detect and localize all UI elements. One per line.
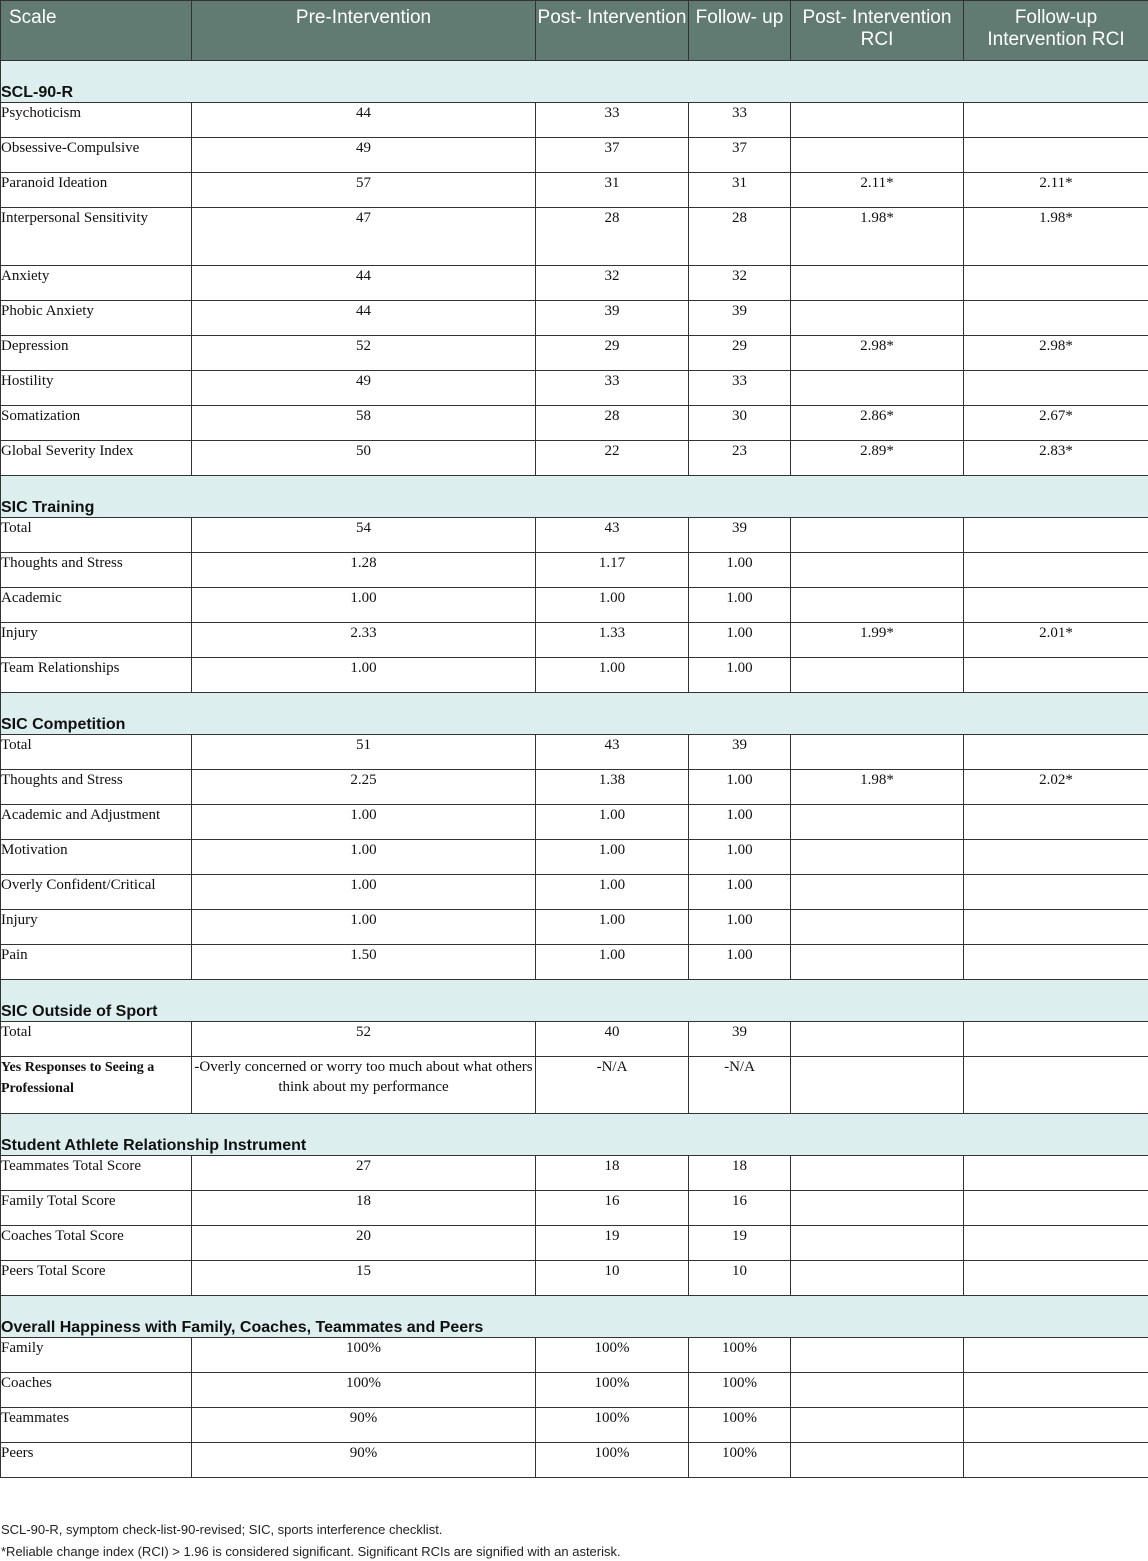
follow-up-rci-cell xyxy=(964,1408,1148,1443)
post-intervention-cell: 1.38 xyxy=(536,770,689,805)
section-header-row xyxy=(1,980,1148,1022)
post-rci-cell xyxy=(791,553,964,588)
post-intervention-cell: 39 xyxy=(536,301,689,336)
table-row xyxy=(1,805,1148,840)
header-post-intervention: Post- Intervention xyxy=(536,1,689,61)
table-row xyxy=(1,301,1148,336)
follow-up-rci-cell xyxy=(964,875,1148,910)
post-rci-cell: 2.86* xyxy=(791,406,964,441)
follow-up-rci-cell xyxy=(964,1226,1148,1261)
follow-up-rci-cell xyxy=(964,658,1148,693)
table-row xyxy=(1,553,1148,588)
scale-cell: Yes Responses to Seeing a Professional xyxy=(1,1057,192,1114)
scale-cell: Coaches xyxy=(1,1373,192,1408)
follow-up-cell: 39 xyxy=(689,301,791,336)
table-body xyxy=(1,61,1148,1478)
pre-intervention-cell: 50 xyxy=(192,441,536,476)
scale-cell: Teammates Total Score xyxy=(1,1156,192,1191)
post-intervention-cell: 10 xyxy=(536,1261,689,1296)
section-title: Overall Happiness with Family, Coaches, Teammates and Peers xyxy=(1,1296,1148,1338)
post-rci-cell xyxy=(791,1261,964,1296)
post-intervention-cell: 29 xyxy=(536,336,689,371)
scale-cell: Peers xyxy=(1,1443,192,1478)
scale-cell: Paranoid Ideation xyxy=(1,173,192,208)
follow-up-cell: 33 xyxy=(689,371,791,406)
header-row xyxy=(1,1,1148,61)
post-intervention-cell: 18 xyxy=(536,1156,689,1191)
scale-cell: Global Severity Index xyxy=(1,441,192,476)
table-row xyxy=(1,173,1148,208)
scale-cell: Pain xyxy=(1,945,192,980)
table-row xyxy=(1,735,1148,770)
scale-cell: Motivation xyxy=(1,840,192,875)
table-row xyxy=(1,1057,1148,1114)
section-title: SIC Competition xyxy=(1,693,1148,735)
follow-up-rci-cell xyxy=(964,266,1148,301)
post-intervention-cell: 1.00 xyxy=(536,805,689,840)
follow-up-cell: 37 xyxy=(689,138,791,173)
post-intervention-cell: 33 xyxy=(536,103,689,138)
header-post-intervention-rci: Post- Intervention RCI xyxy=(791,1,964,61)
table-row xyxy=(1,1261,1148,1296)
follow-up-cell: 39 xyxy=(689,1022,791,1057)
follow-up-rci-cell xyxy=(964,588,1148,623)
post-rci-cell xyxy=(791,840,964,875)
pre-intervention-cell: 1.00 xyxy=(192,588,536,623)
footnote-rci: *Reliable change index (RCI) > 1.96 is considered significant. Significant RCIs are signified with an asterisk. xyxy=(1,1544,621,1559)
table-row xyxy=(1,1156,1148,1191)
post-rci-cell xyxy=(791,805,964,840)
pre-intervention-cell: 1.00 xyxy=(192,805,536,840)
post-intervention-cell: 19 xyxy=(536,1226,689,1261)
scale-cell: Anxiety xyxy=(1,266,192,301)
footnote-abbreviations: SCL-90-R, symptom check-list-90-revised; SIC, sports interference checklist. xyxy=(1,1522,443,1537)
follow-up-rci-cell xyxy=(964,371,1148,406)
follow-up-rci-cell xyxy=(964,518,1148,553)
follow-up-rci-cell: 2.01* xyxy=(964,623,1148,658)
follow-up-cell: 1.00 xyxy=(689,945,791,980)
scale-cell: Teammates xyxy=(1,1408,192,1443)
table-row xyxy=(1,588,1148,623)
post-intervention-cell: 28 xyxy=(536,208,689,266)
pre-intervention-cell: 1.00 xyxy=(192,840,536,875)
pre-intervention-cell: 2.25 xyxy=(192,770,536,805)
table-row xyxy=(1,840,1148,875)
follow-up-cell: -N/A xyxy=(689,1057,791,1114)
table-row xyxy=(1,910,1148,945)
follow-up-cell: 1.00 xyxy=(689,553,791,588)
follow-up-cell: 1.00 xyxy=(689,875,791,910)
follow-up-cell: 16 xyxy=(689,1191,791,1226)
pre-intervention-cell: 47 xyxy=(192,208,536,266)
follow-up-rci-cell xyxy=(964,945,1148,980)
follow-up-rci-cell: 2.67* xyxy=(964,406,1148,441)
post-intervention-cell: 33 xyxy=(536,371,689,406)
post-intervention-cell: 28 xyxy=(536,406,689,441)
post-intervention-cell: 37 xyxy=(536,138,689,173)
scale-cell: Overly Confident/Critical xyxy=(1,875,192,910)
scale-cell: Hostility xyxy=(1,371,192,406)
follow-up-cell: 33 xyxy=(689,103,791,138)
pre-intervention-cell: 52 xyxy=(192,1022,536,1057)
table-row xyxy=(1,441,1148,476)
follow-up-rci-cell xyxy=(964,1373,1148,1408)
table-row xyxy=(1,208,1148,266)
follow-up-cell: 100% xyxy=(689,1408,791,1443)
post-rci-cell: 2.98* xyxy=(791,336,964,371)
post-intervention-cell: 43 xyxy=(536,735,689,770)
section-title: SIC Training xyxy=(1,476,1148,518)
follow-up-rci-cell xyxy=(964,1156,1148,1191)
scale-cell: Thoughts and Stress xyxy=(1,553,192,588)
post-intervention-cell: 1.00 xyxy=(536,945,689,980)
post-intervention-cell: 1.00 xyxy=(536,875,689,910)
follow-up-cell: 1.00 xyxy=(689,805,791,840)
scale-cell: Team Relationships xyxy=(1,658,192,693)
follow-up-cell: 1.00 xyxy=(689,840,791,875)
post-intervention-cell: 43 xyxy=(536,518,689,553)
post-rci-cell xyxy=(791,301,964,336)
pre-intervention-cell: 20 xyxy=(192,1226,536,1261)
table-row xyxy=(1,770,1148,805)
pre-intervention-cell: 58 xyxy=(192,406,536,441)
table-row xyxy=(1,1338,1148,1373)
post-intervention-cell: 32 xyxy=(536,266,689,301)
post-intervention-cell: 100% xyxy=(536,1373,689,1408)
pre-intervention-cell: 100% xyxy=(192,1373,536,1408)
post-rci-cell xyxy=(791,875,964,910)
post-intervention-cell: 1.33 xyxy=(536,623,689,658)
post-intervention-cell: 100% xyxy=(536,1408,689,1443)
post-rci-cell xyxy=(791,1022,964,1057)
pre-intervention-cell: 2.33 xyxy=(192,623,536,658)
post-rci-cell xyxy=(791,1156,964,1191)
post-intervention-cell: 1.00 xyxy=(536,588,689,623)
follow-up-cell: 1.00 xyxy=(689,658,791,693)
pre-intervention-cell: 1.28 xyxy=(192,553,536,588)
follow-up-rci-cell xyxy=(964,1261,1148,1296)
post-rci-cell xyxy=(791,1408,964,1443)
scale-cell: Injury xyxy=(1,910,192,945)
post-rci-cell: 2.89* xyxy=(791,441,964,476)
scale-cell: Family Total Score xyxy=(1,1191,192,1226)
post-intervention-cell: 1.17 xyxy=(536,553,689,588)
follow-up-cell: 1.00 xyxy=(689,588,791,623)
follow-up-rci-cell: 2.98* xyxy=(964,336,1148,371)
follow-up-rci-cell xyxy=(964,910,1148,945)
follow-up-rci-cell xyxy=(964,805,1148,840)
pre-intervention-cell: 100% xyxy=(192,1338,536,1373)
table-row xyxy=(1,945,1148,980)
pre-intervention-cell: 90% xyxy=(192,1408,536,1443)
follow-up-cell: 29 xyxy=(689,336,791,371)
follow-up-cell: 10 xyxy=(689,1261,791,1296)
follow-up-cell: 30 xyxy=(689,406,791,441)
post-rci-cell xyxy=(791,658,964,693)
post-rci-cell xyxy=(791,103,964,138)
post-intervention-cell: 31 xyxy=(536,173,689,208)
post-intervention-cell: -N/A xyxy=(536,1057,689,1114)
scale-cell: Total xyxy=(1,1022,192,1057)
follow-up-cell: 100% xyxy=(689,1443,791,1478)
post-rci-cell xyxy=(791,1057,964,1114)
table-row xyxy=(1,1408,1148,1443)
section-header-row xyxy=(1,1296,1148,1338)
section-header-row xyxy=(1,1114,1148,1156)
scale-cell: Phobic Anxiety xyxy=(1,301,192,336)
table-row xyxy=(1,336,1148,371)
table-row xyxy=(1,138,1148,173)
pre-intervention-cell: 44 xyxy=(192,301,536,336)
section-title: SIC Outside of Sport xyxy=(1,980,1148,1022)
follow-up-cell: 1.00 xyxy=(689,770,791,805)
follow-up-rci-cell xyxy=(964,1057,1148,1114)
post-rci-cell: 1.98* xyxy=(791,770,964,805)
pre-intervention-cell: 1.00 xyxy=(192,658,536,693)
scale-cell: Thoughts and Stress xyxy=(1,770,192,805)
post-intervention-cell: 16 xyxy=(536,1191,689,1226)
scale-cell: Obsessive-Compulsive xyxy=(1,138,192,173)
follow-up-cell: 100% xyxy=(689,1373,791,1408)
follow-up-rci-cell xyxy=(964,735,1148,770)
scale-cell: Total xyxy=(1,518,192,553)
follow-up-cell: 28 xyxy=(689,208,791,266)
table-row xyxy=(1,518,1148,553)
table-row xyxy=(1,623,1148,658)
table-row xyxy=(1,1443,1148,1478)
table-row xyxy=(1,875,1148,910)
section-title: SCL-90-R xyxy=(1,61,1148,103)
follow-up-cell: 32 xyxy=(689,266,791,301)
scale-cell: Total xyxy=(1,735,192,770)
follow-up-rci-cell xyxy=(964,1443,1148,1478)
follow-up-rci-cell xyxy=(964,553,1148,588)
post-intervention-cell: 1.00 xyxy=(536,658,689,693)
post-rci-cell: 1.99* xyxy=(791,623,964,658)
pre-intervention-cell: 1.00 xyxy=(192,910,536,945)
follow-up-cell: 39 xyxy=(689,735,791,770)
post-intervention-cell: 1.00 xyxy=(536,910,689,945)
post-rci-cell: 1.98* xyxy=(791,208,964,266)
table-row xyxy=(1,1226,1148,1261)
post-rci-cell xyxy=(791,1373,964,1408)
post-intervention-cell: 40 xyxy=(536,1022,689,1057)
follow-up-cell: 19 xyxy=(689,1226,791,1261)
table-row xyxy=(1,406,1148,441)
table-row xyxy=(1,266,1148,301)
follow-up-rci-cell xyxy=(964,103,1148,138)
scale-cell: Coaches Total Score xyxy=(1,1226,192,1261)
post-rci-cell xyxy=(791,945,964,980)
post-rci-cell xyxy=(791,735,964,770)
follow-up-rci-cell xyxy=(964,840,1148,875)
pre-intervention-cell: 54 xyxy=(192,518,536,553)
follow-up-rci-cell xyxy=(964,301,1148,336)
scale-cell: Injury xyxy=(1,623,192,658)
scale-cell: Academic xyxy=(1,588,192,623)
post-intervention-cell: 22 xyxy=(536,441,689,476)
header-follow-up-rci: Follow-up Intervention RCI xyxy=(964,1,1148,61)
follow-up-cell: 31 xyxy=(689,173,791,208)
scale-cell: Academic and Adjustment xyxy=(1,805,192,840)
post-rci-cell xyxy=(791,588,964,623)
pre-intervention-cell: 1.00 xyxy=(192,875,536,910)
follow-up-cell: 23 xyxy=(689,441,791,476)
section-title: Student Athlete Relationship Instrument xyxy=(1,1114,1148,1156)
post-rci-cell xyxy=(791,371,964,406)
section-header-row xyxy=(1,476,1148,518)
follow-up-rci-cell: 2.11* xyxy=(964,173,1148,208)
pre-intervention-cell: 57 xyxy=(192,173,536,208)
post-rci-cell xyxy=(791,1226,964,1261)
scale-cell: Somatization xyxy=(1,406,192,441)
follow-up-rci-cell xyxy=(964,1191,1148,1226)
follow-up-rci-cell xyxy=(964,1022,1148,1057)
follow-up-cell: 18 xyxy=(689,1156,791,1191)
follow-up-cell: 39 xyxy=(689,518,791,553)
table-row xyxy=(1,1373,1148,1408)
post-rci-cell xyxy=(791,1191,964,1226)
pre-intervention-cell: 18 xyxy=(192,1191,536,1226)
post-rci-cell xyxy=(791,1338,964,1373)
scale-cell: Psychoticism xyxy=(1,103,192,138)
post-intervention-cell: 100% xyxy=(536,1443,689,1478)
follow-up-rci-cell: 1.98* xyxy=(964,208,1148,266)
pre-intervention-cell: 49 xyxy=(192,371,536,406)
pre-intervention-cell: 90% xyxy=(192,1443,536,1478)
post-rci-cell xyxy=(791,518,964,553)
table-row xyxy=(1,371,1148,406)
scale-cell: Depression xyxy=(1,336,192,371)
header-scale: Scale xyxy=(1,1,192,61)
section-header-row xyxy=(1,61,1148,103)
table-row xyxy=(1,1022,1148,1057)
pre-intervention-cell: 44 xyxy=(192,266,536,301)
post-rci-cell xyxy=(791,138,964,173)
follow-up-cell: 1.00 xyxy=(689,910,791,945)
post-rci-cell xyxy=(791,1443,964,1478)
post-intervention-cell: 1.00 xyxy=(536,840,689,875)
follow-up-rci-cell xyxy=(964,138,1148,173)
post-rci-cell: 2.11* xyxy=(791,173,964,208)
table-row xyxy=(1,1191,1148,1226)
table-row xyxy=(1,103,1148,138)
header-follow-up: Follow- up xyxy=(689,1,791,61)
follow-up-rci-cell xyxy=(964,1338,1148,1373)
follow-up-cell: 100% xyxy=(689,1338,791,1373)
section-header-row xyxy=(1,693,1148,735)
pre-intervention-cell: 1.50 xyxy=(192,945,536,980)
pre-intervention-cell: 51 xyxy=(192,735,536,770)
table-row xyxy=(1,658,1148,693)
pre-intervention-cell: 44 xyxy=(192,103,536,138)
pre-intervention-cell: 27 xyxy=(192,1156,536,1191)
pre-intervention-cell: 15 xyxy=(192,1261,536,1296)
follow-up-rci-cell: 2.02* xyxy=(964,770,1148,805)
post-intervention-cell: 100% xyxy=(536,1338,689,1373)
scale-cell: Interpersonal Sensitivity xyxy=(1,208,192,266)
follow-up-rci-cell: 2.83* xyxy=(964,441,1148,476)
scale-cell: Family xyxy=(1,1338,192,1373)
pre-intervention-cell: 52 xyxy=(192,336,536,371)
post-rci-cell xyxy=(791,910,964,945)
pre-intervention-cell: -Overly concerned or worry too much about what others think about my performance xyxy=(192,1057,536,1114)
pre-intervention-cell: 49 xyxy=(192,138,536,173)
scale-cell: Peers Total Score xyxy=(1,1261,192,1296)
follow-up-cell: 1.00 xyxy=(689,623,791,658)
post-rci-cell xyxy=(791,266,964,301)
header-pre-intervention: Pre-Intervention xyxy=(192,1,536,61)
